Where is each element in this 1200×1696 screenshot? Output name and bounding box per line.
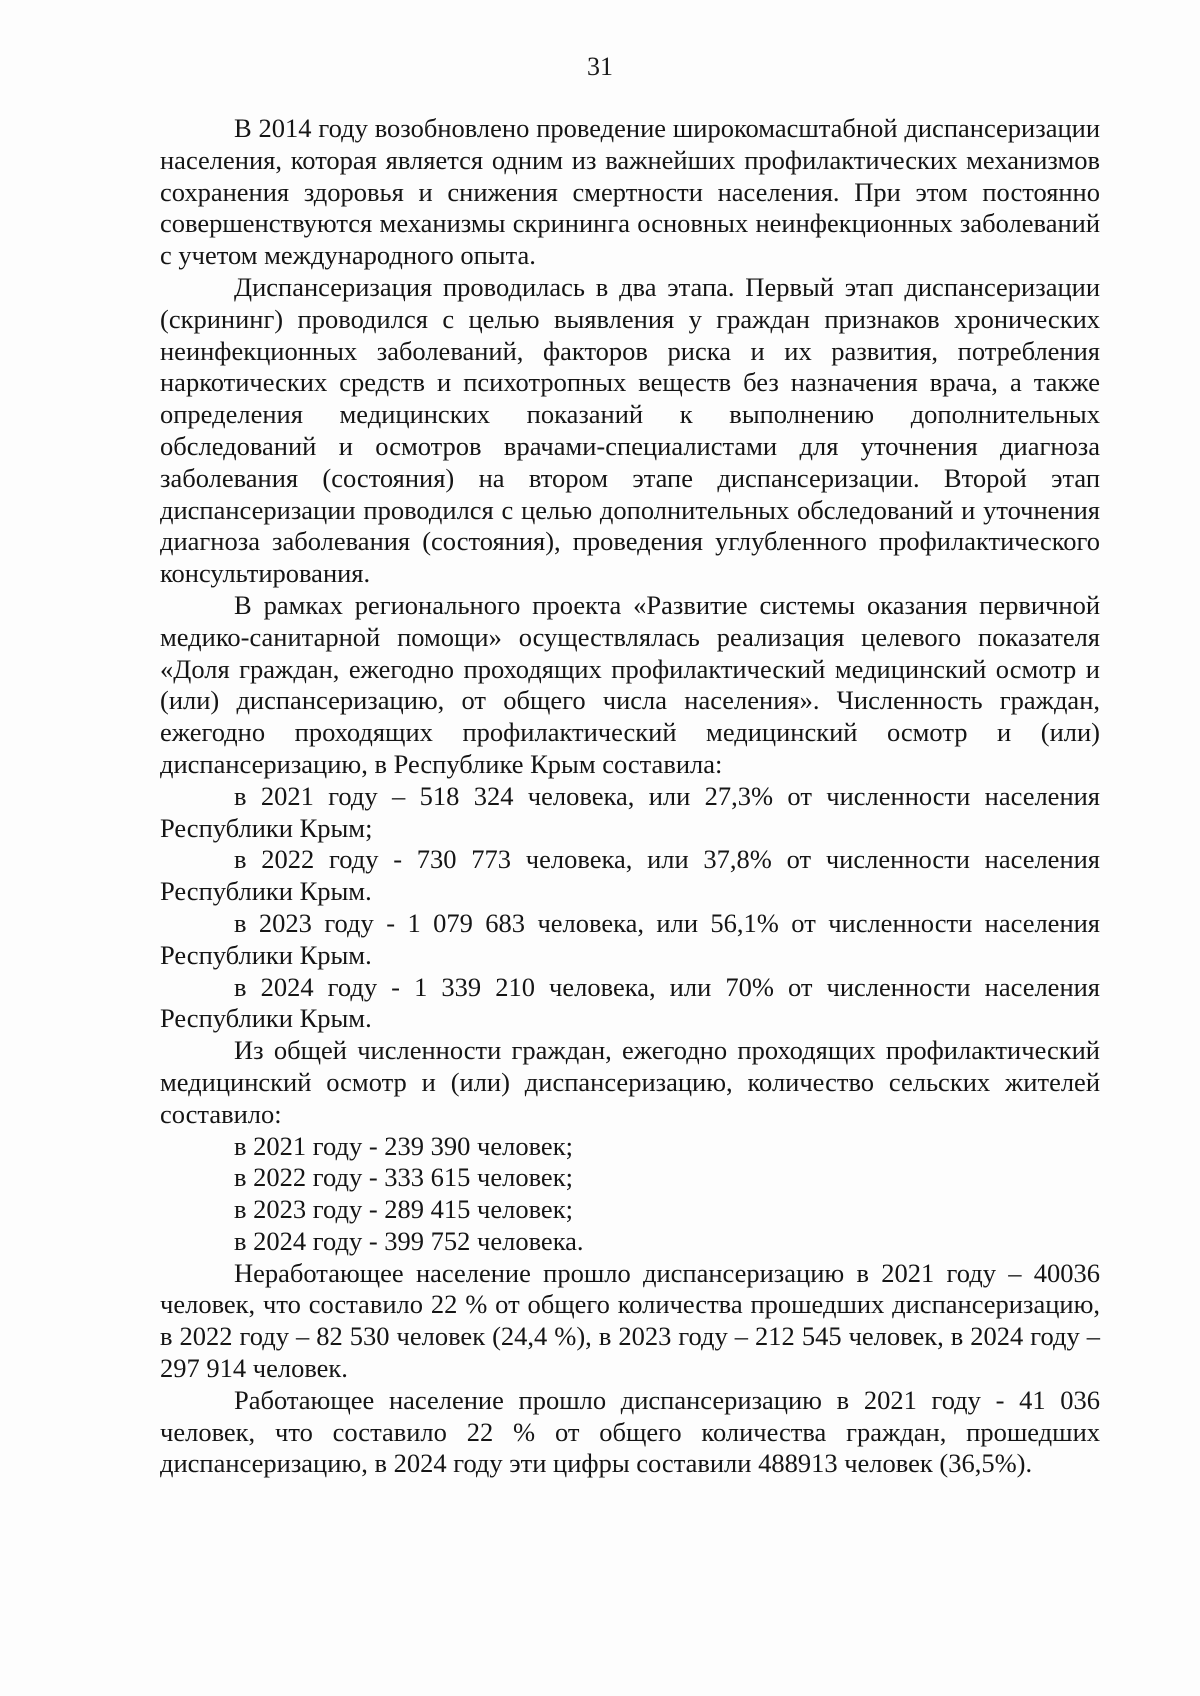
rural-2023-item: в 2023 году - 289 415 человек; bbox=[234, 1194, 573, 1225]
total-2023-item: в 2023 году - 1 079 683 человека, или 56,1% от численности населения Республики Крым. bbox=[160, 907, 1100, 970]
rural-2021-item: в 2021 году - 239 390 человек; bbox=[234, 1130, 573, 1161]
paragraph-screening-stages: Диспансеризация проводилась в два этапа. Первый этап диспансеризации (скрининг) проводился с целью выявления у граждан признаков хронических неинфекционных заболеваний, факторов риска и их развития, потребления наркотических средств и психотропных веществ без назначения врача, а также определения медицинских показаний к выполнению дополнительных обследований и осмотров врачами-специалистами для уточнения диагноза заболевания (состояния) на втором этапе диспансеризации. Второй этап диспансеризации проводился с целью дополнительных обследований и уточнения диагноза заболевания (состояния), проведения углубленного профилактического консультирования. bbox=[160, 271, 1100, 589]
total-2022-item: в 2022 году - 730 773 человека, или 37,8% от численности населения Республики Крым. bbox=[160, 844, 1100, 907]
total-2024-item: в 2024 году - 1 339 210 человека, или 70% от численности населения Республики Крым. bbox=[160, 971, 1100, 1034]
paragraph-unemployed: Неработающее население прошло диспансеризацию в 2021 году – 40036 человек, что составило 22 % от общего количества прошедших диспансеризацию, в 2022 году – 82 530 человек (24,4 %), в 2023 году – 212 545 человек, в 2024 году – 297 914 человек. bbox=[160, 1257, 1100, 1384]
rural-2024-item: в 2024 году - 399 752 человека. bbox=[234, 1225, 584, 1256]
paragraph-employed: Работающее население прошло диспансеризацию в 2021 году - 41 036 человек, что составило 22 % от общего количества граждан, прошедших диспансеризацию, в 2024 году эти цифры составили 488913 человек (36,5%). bbox=[160, 1384, 1100, 1479]
document-body bbox=[160, 113, 1100, 1480]
total-2021-item: в 2021 году – 518 324 человека, или 27,3% от численности населения Республики Крым; bbox=[160, 780, 1100, 843]
paragraph-regional-project: В рамках регионального проекта «Развитие системы оказания первичной медико-санитарной помощи» осуществлялась реализация целевого показателя «Доля граждан, ежегодно проходящих профилактический медицинский осмотр и (или) диспансеризацию, от общего числа населения». Численность граждан, ежегодно проходящих профилактический медицинский осмотр и (или) диспансеризацию, в Республике Крым составила: bbox=[160, 589, 1100, 779]
paragraph-screening-history: В 2014 году возобновлено проведение широкомасштабной диспансеризации населения, которая является одним из важнейших профилактических механизмов сохранения здоровья и снижения смертности населения. При этом постоянно совершенствуются механизмы скрининга основных неинфекционных заболеваний с учетом международного опыта. bbox=[160, 113, 1100, 271]
rural-2022-item: в 2022 году - 333 615 человек; bbox=[234, 1162, 573, 1193]
page-number: 31 bbox=[587, 52, 613, 81]
paragraph-rural-intro: Из общей численности граждан, ежегодно проходящих профилактический медицинский осмотр и (или) диспансеризацию, количество сельских жителей составило: bbox=[160, 1035, 1100, 1129]
